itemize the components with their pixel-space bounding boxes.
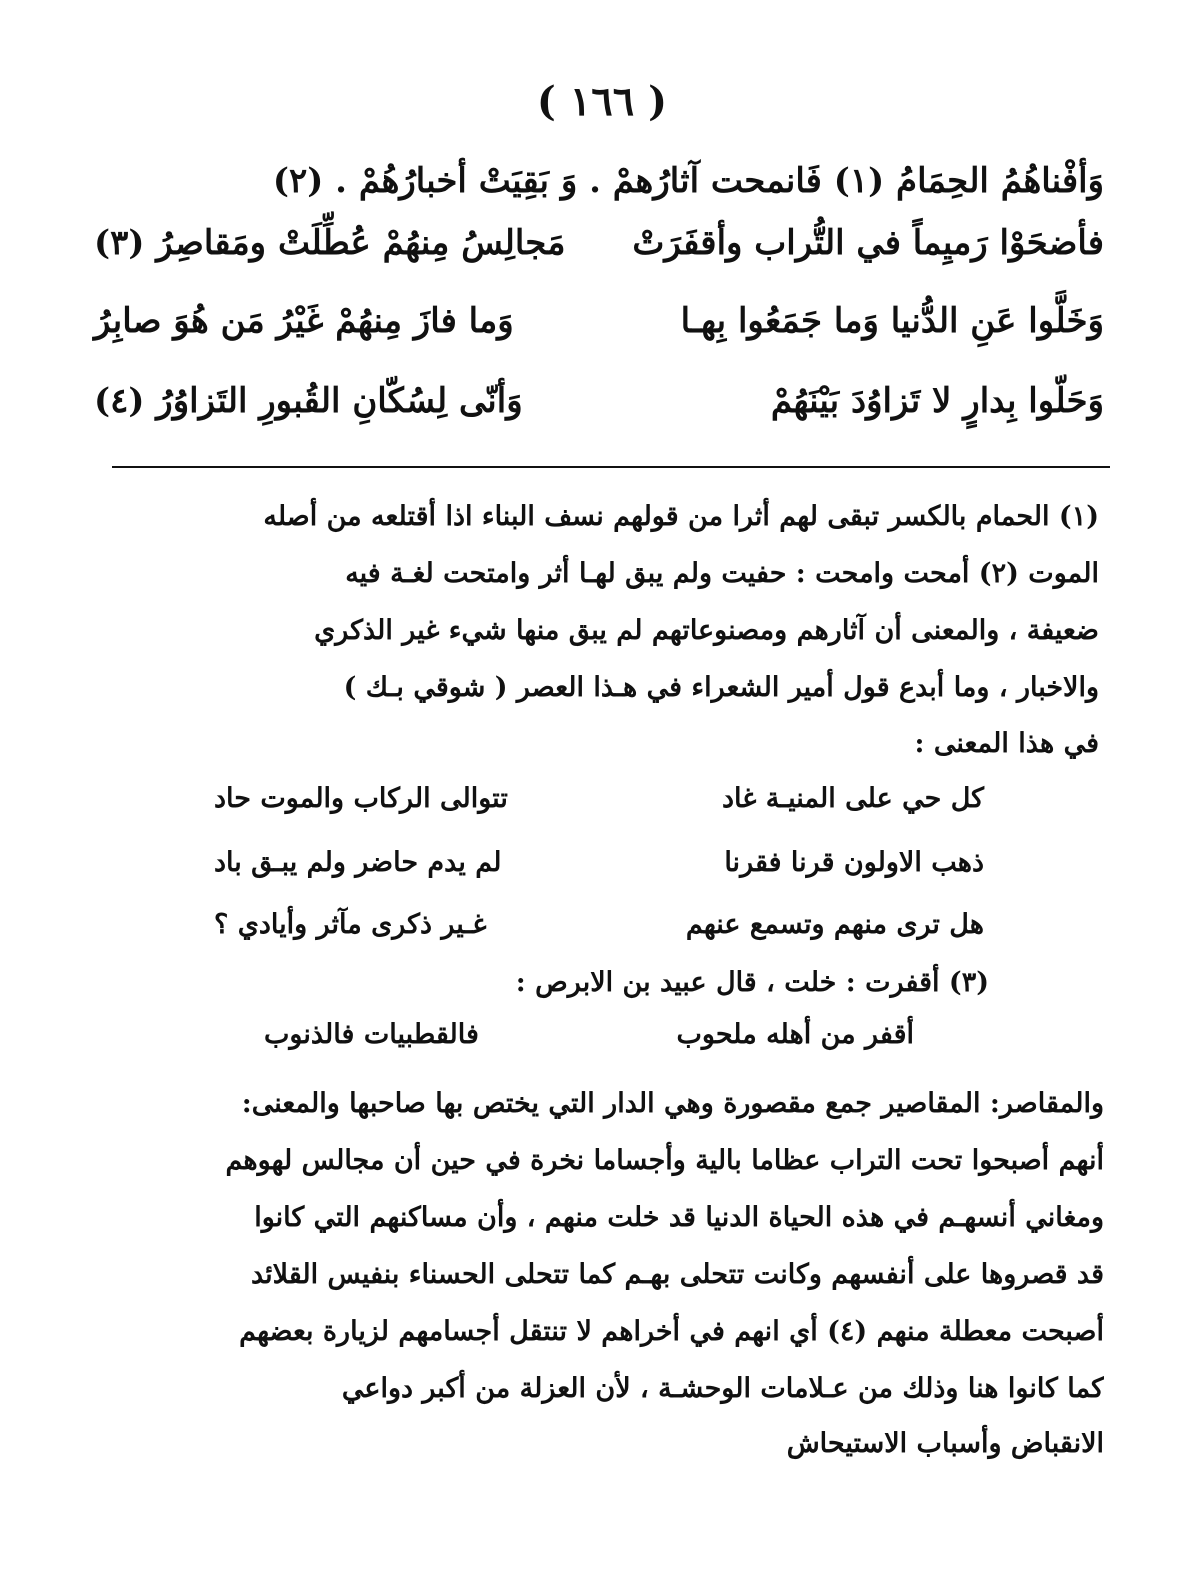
- quote-verse-1-first: كل حي على المنيـة غاد: [721, 782, 984, 814]
- poem-line-4-second-hemistich: وَأنّى لِسُكّانِ القُبورِ التَزاوُرُ (٤): [94, 381, 523, 421]
- footnote-line-12: الانقباض وأسباب الاستيحاش: [786, 1427, 1104, 1459]
- poem-line-2-first-hemistich: فأضحَوْا رَميِماً في التُّراب وأقفَرَتْ: [632, 223, 1104, 263]
- footnote-3-intro: (٣) أقفرت : خلت ، قال عبيد بن الابرص :: [515, 966, 989, 998]
- footnote-line-6: والمقاصر: المقاصير جمع مقصورة وهي الدار التي يختص بها صاحبها والمعنى:: [241, 1087, 1104, 1119]
- poem-line-3: [94, 288, 1104, 354]
- footnote-line-8: ومغاني أنسهـم في هذه الحياة الدنيا قد خلت منهم ، وأن مساكنهم التي كانوا: [254, 1201, 1104, 1233]
- quote-verse-2-second: لم يدم حاضر ولم يبـق باد: [214, 846, 502, 878]
- poem-line-4-first-hemistich: وَحَلّوا بِدارٍ لا تَزاوُدَ بَيْنَهُمْ: [770, 381, 1104, 421]
- footnote-line-7: أنهم أصبحوا تحت التراب عظاما بالية وأجساما نخرة في حين أن مجالس لهوهم: [225, 1144, 1104, 1176]
- footnote-divider: [112, 466, 1110, 468]
- quote-verse-3-first: هل ترى منهم وتسمع عنهم: [685, 908, 984, 940]
- poem-line-3-second-hemistich: وَما فازَ مِنهُمْ غَيْرُ مَن هُوَ صابِرُ: [94, 301, 514, 341]
- footnote-line-1: (١) الحمام بالكسر تبقى لهم أثرا من قولهم نسف البناء اذا أقتلعه من أصله: [263, 500, 1099, 532]
- poem-line-2: [94, 210, 1104, 276]
- quote-verse-2: [214, 834, 984, 890]
- footnote-3-verse-first: أقفر من أهله ملحوب: [676, 1018, 914, 1050]
- footnote-3-verse: [264, 1006, 914, 1062]
- quote-verse-2-first: ذهب الاولون قرنا فقرنا: [724, 846, 984, 878]
- footnote-line-5: في هذا المعنى :: [914, 727, 1099, 759]
- quote-verse-1: [214, 770, 984, 826]
- footnote-line-10: أصبحت معطلة منهم (٤) أي انهم في أخراهم لا تنتقل أجسامهم لزيارة بعضهم: [239, 1315, 1104, 1347]
- footnote-line-3: ضعيفة ، والمعنى أن آثارهم ومصنوعاتهم لم يبق منها شيء غير الذكري: [314, 614, 1099, 646]
- poem-line-1-text: وَأفْناهُمُ الحِمَامُ (١) فَانمحت آثارُهمْ . وَ بَقِيَتْ أخبارُهُمْ . (٢): [272, 161, 1104, 201]
- page-number: ( ١٦٦ ): [536, 78, 668, 125]
- footnote-line-11: كما كانوا هنا وذلك من عـلامات الوحشـة ، لأن العزلة من أكبر دواعي: [341, 1372, 1104, 1404]
- footnote-3-verse-second: فالقطبيات فالذنوب: [264, 1018, 479, 1050]
- quote-verse-3: [214, 896, 984, 952]
- poem-line-3-first-hemistich: وَخَلَّوا عَنِ الدُّنيا وَما جَمَعُوا بِهـا: [680, 301, 1104, 341]
- poem-line-1: [94, 148, 1104, 214]
- poem-line-4: [94, 368, 1104, 434]
- footnote-line-9: قد قصروها على أنفسهم وكانت تتحلى بهـم كما تتحلى الحسناء بنفيس القلائد: [250, 1258, 1104, 1290]
- quote-verse-3-second: غـير ذكرى مآثر وأيادي ؟: [214, 908, 487, 940]
- quote-verse-1-second: تتوالى الركاب والموت حاد: [214, 782, 508, 814]
- footnote-line-2: الموت (٢) أمحت وامحت : حفيت ولم يبق لهـا أثر وامتحت لغـة فيه: [345, 557, 1099, 589]
- footnote-line-4: والاخبار ، وما أبدع قول أمير الشعراء في هـذا العصر ( شوقي بـك ): [343, 671, 1099, 703]
- poem-line-2-second-hemistich: مَجالِسُ مِنهُمْ عُطِّلَتْ ومَقاصِرُ (٣): [94, 223, 566, 263]
